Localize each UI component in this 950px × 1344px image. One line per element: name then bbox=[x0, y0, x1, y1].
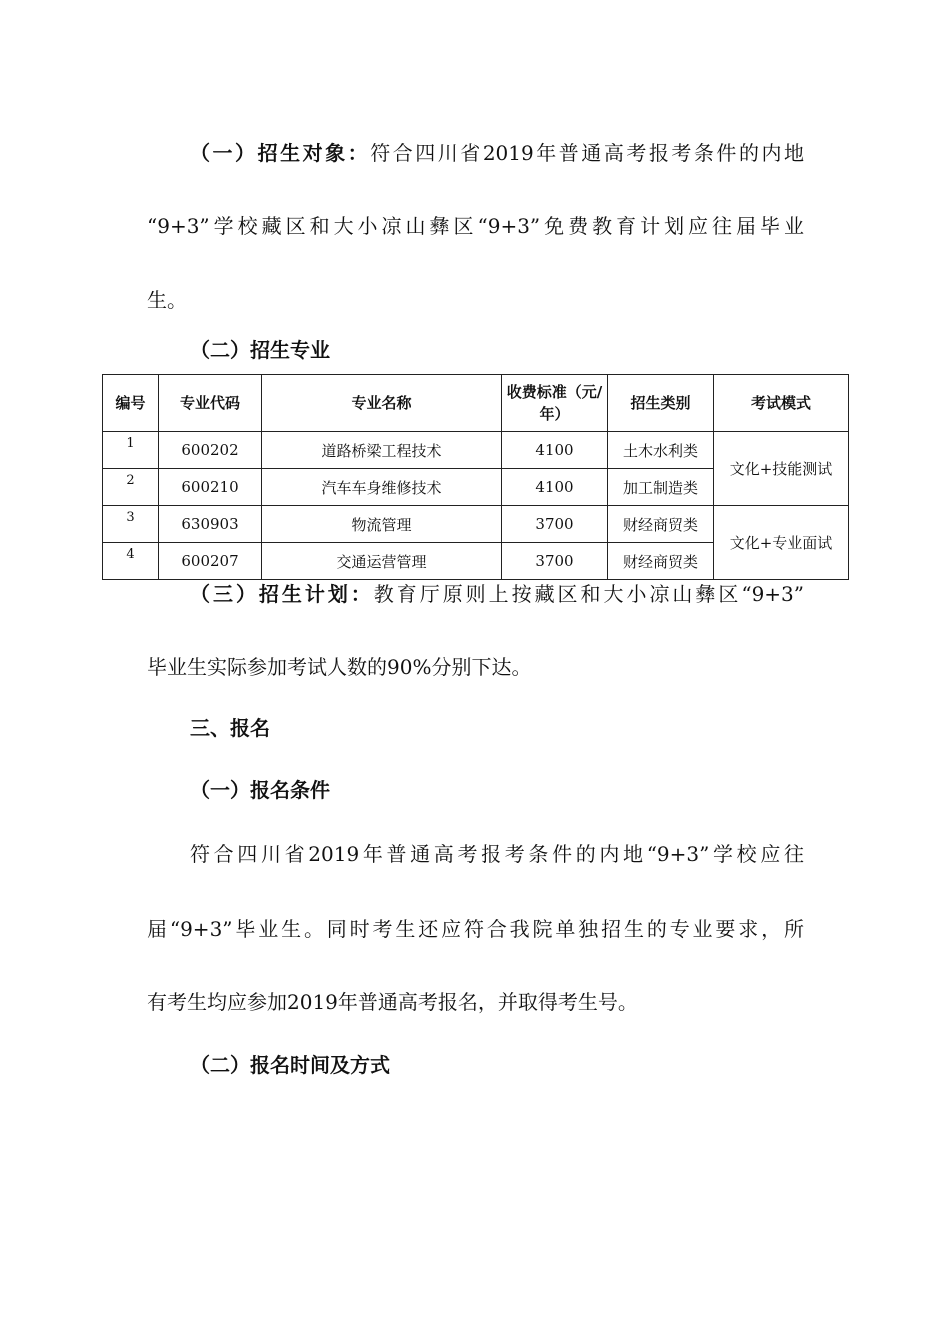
registration-time-heading: （二）报名时间及方式 bbox=[190, 1053, 390, 1077]
row-code: 630903 bbox=[159, 506, 262, 543]
registration-conditions-line-3: 有考生均应参加2019年普通高考报名，并取得考生号。 bbox=[147, 990, 638, 1014]
majors-table bbox=[102, 374, 849, 580]
registration-title: 三、报名 bbox=[190, 716, 270, 740]
row-exam-mode: 文化+技能测试 bbox=[714, 432, 849, 506]
table-row bbox=[103, 506, 849, 543]
header-fee-line2: 年） bbox=[539, 405, 570, 423]
header-exam-mode: 考试模式 bbox=[714, 375, 849, 432]
table-header-row bbox=[103, 375, 849, 432]
row-exam-mode: 文化+专业面试 bbox=[714, 506, 849, 580]
row-fee: 4100 bbox=[502, 469, 608, 506]
header-fee-line1: 收费标准（元/ bbox=[506, 383, 603, 401]
row-name: 汽车车身维修技术 bbox=[262, 469, 502, 506]
row-name: 道路桥梁工程技术 bbox=[262, 432, 502, 469]
enrollment-plan-line-1 bbox=[190, 582, 804, 606]
row-code: 600202 bbox=[159, 432, 262, 469]
row-name: 交通运营管理 bbox=[262, 543, 502, 580]
row-category: 加工制造类 bbox=[608, 469, 714, 506]
registration-conditions-line-1: 符合四川省2019年普通高考报考条件的内地“9+3”学校应往 bbox=[190, 842, 804, 866]
row-no: 3 bbox=[103, 506, 159, 543]
table-row bbox=[103, 432, 849, 469]
enrollment-target-line-1 bbox=[190, 141, 804, 165]
row-name: 物流管理 bbox=[262, 506, 502, 543]
header-code: 专业代码 bbox=[159, 375, 262, 432]
header-fee bbox=[502, 375, 608, 432]
header-category: 招生类别 bbox=[608, 375, 714, 432]
row-category: 财经商贸类 bbox=[608, 506, 714, 543]
row-no: 4 bbox=[103, 543, 159, 580]
row-no: 1 bbox=[103, 432, 159, 469]
header-no: 编号 bbox=[103, 375, 159, 432]
enrollment-target-heading: （一）招生对象： bbox=[190, 141, 371, 165]
row-no: 2 bbox=[103, 469, 159, 506]
enrollment-plan-line-2: 毕业生实际参加考试人数的90%分别下达。 bbox=[147, 655, 532, 679]
row-category: 财经商贸类 bbox=[608, 543, 714, 580]
row-code: 600210 bbox=[159, 469, 262, 506]
header-name: 专业名称 bbox=[262, 375, 502, 432]
enrollment-target-line-2: “9+3”学校藏区和大小凉山彝区“9+3”免费教育计划应往届毕业 bbox=[147, 214, 804, 238]
row-category: 土木水利类 bbox=[608, 432, 714, 469]
row-fee: 3700 bbox=[502, 506, 608, 543]
row-fee: 3700 bbox=[502, 543, 608, 580]
enrollment-plan-heading: （三）招生计划： bbox=[190, 582, 374, 606]
majors-heading: （二）招生专业 bbox=[190, 338, 330, 362]
registration-conditions-line-2: 届“9+3”毕业生。同时考生还应符合我院单独招生的专业要求，所 bbox=[147, 917, 804, 941]
row-fee: 4100 bbox=[502, 432, 608, 469]
enrollment-plan-text: 教育厅原则上按藏区和大小凉山彝区“9+3” bbox=[373, 582, 804, 606]
enrollment-target-line-3: 生。 bbox=[147, 288, 187, 312]
enrollment-target-text: 符合四川省2019年普通高考报考条件的内地 bbox=[370, 141, 805, 165]
row-code: 600207 bbox=[159, 543, 262, 580]
registration-conditions-heading: （一）报名条件 bbox=[190, 778, 330, 802]
